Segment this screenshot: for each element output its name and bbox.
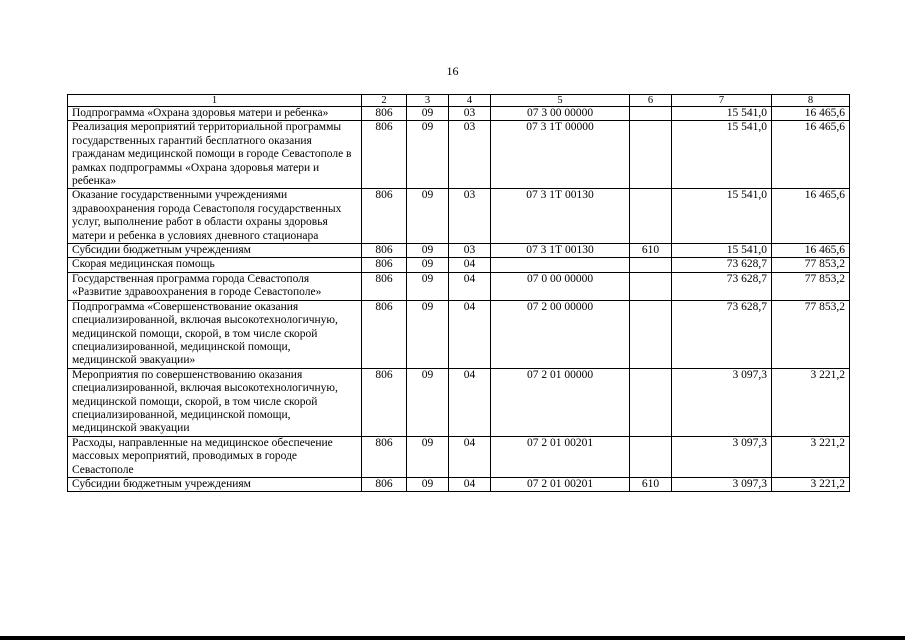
cell-target-code: 07 2 01 00201 [491,477,630,491]
cell-subsection: 04 [449,272,491,300]
cell-target-code: 07 2 01 00000 [491,368,630,436]
cell-expense-type [630,300,672,368]
cell-subsection: 03 [449,244,491,258]
cell-amount-2: 16 465,6 [772,121,850,189]
cell-section: 09 [407,121,449,189]
cell-expense-type [630,272,672,300]
cell-amount-1: 3 097,3 [672,477,772,491]
table-row [68,272,850,300]
cell-amount-2: 77 853,2 [772,300,850,368]
cell-subsection: 03 [449,189,491,244]
table-row [68,477,850,491]
cell-amount-1: 73 628,7 [672,258,772,272]
cell-expense-type: 610 [630,244,672,258]
cell-subsection: 04 [449,477,491,491]
cell-section: 09 [407,300,449,368]
cell-name: Мероприятия по совершенствованию оказания специализированной, включая высокотехнологичную, медицинской помощи, скорой, в том числе скорой специализированной, медицинской помощи, медицинской эвакуации [68,368,362,436]
cell-amount-2: 16 465,6 [772,107,850,121]
cell-section: 09 [407,368,449,436]
cell-name: Государственная программа города Севастополя «Развитие здравоохранения в городе Севастополе» [68,272,362,300]
header-col-7: 7 [672,95,772,107]
cell-amount-1: 15 541,0 [672,107,772,121]
cell-amount-2: 3 221,2 [772,477,850,491]
cell-expense-type [630,436,672,477]
cell-name: Субсидии бюджетным учреждениям [68,244,362,258]
header-col-6: 6 [630,95,672,107]
cell-section: 09 [407,244,449,258]
table-row [68,368,850,436]
cell-expense-type [630,121,672,189]
cell-ministry: 806 [362,244,407,258]
header-col-2: 2 [362,95,407,107]
header-col-4: 4 [449,95,491,107]
cell-ministry: 806 [362,189,407,244]
cell-section: 09 [407,107,449,121]
cell-amount-1: 3 097,3 [672,436,772,477]
cell-ministry: 806 [362,368,407,436]
cell-amount-2: 77 853,2 [772,258,850,272]
cell-name: Оказание государственными учреждениями здравоохранения города Севастополя государственных услуг, выполнение работ в области охраны здоровья матери и ребенка в условиях дневного стационара [68,189,362,244]
cell-ministry: 806 [362,272,407,300]
cell-amount-2: 16 465,6 [772,189,850,244]
cell-target-code: 07 2 00 00000 [491,300,630,368]
table-row [68,436,850,477]
cell-ministry: 806 [362,258,407,272]
budget-table [67,94,850,492]
header-col-3: 3 [407,95,449,107]
cell-amount-2: 3 221,2 [772,368,850,436]
cell-ministry: 806 [362,300,407,368]
header-col-1: 1 [68,95,362,107]
cell-target-code: 07 3 1Т 00130 [491,244,630,258]
cell-amount-2: 77 853,2 [772,272,850,300]
cell-name: Реализация мероприятий территориальной программы государственных гарантий бесплатного оказания гражданам медицинской помощи в городе Севастополе в рамках подпрограммы «Охрана здоровья матери и ребенка» [68,121,362,189]
cell-subsection: 04 [449,258,491,272]
cell-expense-type [630,258,672,272]
cell-amount-1: 73 628,7 [672,272,772,300]
cell-ministry: 806 [362,107,407,121]
cell-subsection: 04 [449,368,491,436]
cell-expense-type [630,368,672,436]
cell-section: 09 [407,477,449,491]
cell-subsection: 03 [449,121,491,189]
cell-section: 09 [407,189,449,244]
cell-section: 09 [407,258,449,272]
header-col-8: 8 [772,95,850,107]
cell-amount-2: 3 221,2 [772,436,850,477]
cell-ministry: 806 [362,436,407,477]
cell-section: 09 [407,272,449,300]
table-header-row [68,95,850,107]
cell-target-code: 07 3 1Т 00000 [491,121,630,189]
table-row [68,121,850,189]
cell-section: 09 [407,436,449,477]
cell-target-code: 07 3 1Т 00130 [491,189,630,244]
cell-amount-1: 3 097,3 [672,368,772,436]
cell-amount-1: 73 628,7 [672,300,772,368]
cell-target-code: 07 0 00 00000 [491,272,630,300]
cell-name: Расходы, направленные на медицинское обеспечение массовых мероприятий, проводимых в городе Севастополе [68,436,362,477]
cell-amount-2: 16 465,6 [772,244,850,258]
cell-target-code: 07 3 00 00000 [491,107,630,121]
cell-expense-type [630,189,672,244]
cell-expense-type [630,107,672,121]
cell-ministry: 806 [362,477,407,491]
table-row [68,300,850,368]
cell-name: Скорая медицинская помощь [68,258,362,272]
cell-expense-type: 610 [630,477,672,491]
cell-amount-1: 15 541,0 [672,121,772,189]
header-col-5: 5 [491,95,630,107]
cell-amount-1: 15 541,0 [672,244,772,258]
scan-bottom-edge [0,636,905,640]
table-row [68,107,850,121]
cell-target-code [491,258,630,272]
page-number: 16 [446,64,459,78]
table-row [68,258,850,272]
cell-name: Субсидии бюджетным учреждениям [68,477,362,491]
cell-subsection: 04 [449,300,491,368]
cell-subsection: 04 [449,436,491,477]
cell-amount-1: 15 541,0 [672,189,772,244]
table-row [68,244,850,258]
cell-ministry: 806 [362,121,407,189]
cell-name: Подпрограмма «Совершенствование оказания специализированной, включая высокотехнологичную, медицинской помощи, скорой, в том числе скорой специализированной, медицинской помощи, медицинской эвакуации» [68,300,362,368]
cell-name: Подпрограмма «Охрана здоровья матери и ребенка» [68,107,362,121]
cell-subsection: 03 [449,107,491,121]
table-row [68,189,850,244]
cell-target-code: 07 2 01 00201 [491,436,630,477]
